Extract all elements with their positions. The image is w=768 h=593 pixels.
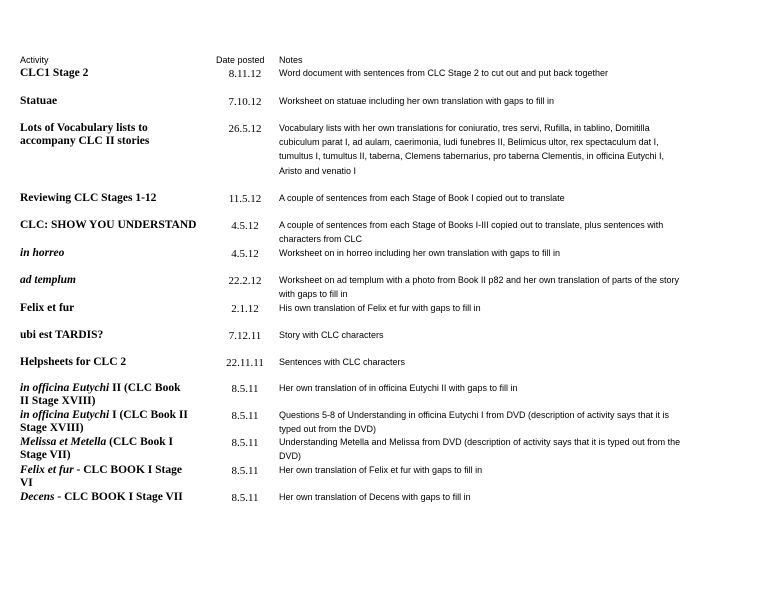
date-posted-cell: 4.5.12 (231, 248, 259, 260)
activity-cell (20, 95, 216, 108)
notes-line: characters from CLC (279, 234, 363, 245)
activity-cell (20, 464, 216, 491)
activity-line: Melissa et Metella (CLC Book I (20, 436, 174, 448)
notes-line: Understanding Metella and Melissa from DVD (description of activity says that it is typed out from the (279, 437, 681, 447)
activity-line: Felix et fur (20, 302, 75, 314)
activity-cell (20, 67, 216, 80)
activity-line: Stage VII) (20, 449, 71, 462)
notes-line: Questions 5-8 of Understanding in officina Eutychi I from DVD (description of activity says that it is (279, 410, 670, 420)
notes-line: Aristo and venatio I (279, 165, 357, 176)
activity-line: in officina Eutychi I (CLC Book II (20, 409, 188, 421)
activity-line: Stage XVIII) (20, 422, 84, 435)
activity-cell (20, 247, 216, 260)
notes-cell (279, 191, 749, 205)
activity-cell (20, 302, 216, 315)
activity-cell (20, 329, 216, 342)
notes-line: Worksheet on ad templum with a photo from Book II p82 and her own translation of parts of the story (279, 275, 680, 285)
notes-cell (279, 301, 749, 315)
notes-line: A couple of sentences from each Stage of Book I copied out to translate (279, 193, 565, 203)
date-posted-cell: 4.5.12 (231, 220, 259, 232)
notes-cell (279, 121, 749, 178)
date-posted-cell: 8.5.11 (231, 465, 259, 477)
notes-line: Her own translation of Decens with gaps to fill in (279, 492, 471, 502)
activity-cell (20, 436, 216, 463)
activity-cell (20, 491, 216, 504)
notes-line: with gaps to fill in (279, 289, 348, 300)
notes-line: Word document with sentences from CLC Stage 2 to cut out and put back together (279, 68, 609, 78)
date-posted-cell: 8.11.12 (228, 68, 262, 80)
date-posted-cell: 22.2.12 (228, 275, 262, 287)
date-posted-cell: 7.10.12 (228, 96, 262, 108)
date-posted-cell: 26.5.12 (228, 123, 262, 135)
activity-line: II Stage XVIII) (20, 395, 96, 408)
activity-line: in officina Eutychi II (CLC Book (20, 382, 181, 394)
activity-line: Statuae (20, 95, 58, 107)
notes-line: DVD) (279, 451, 301, 462)
notes-line: Worksheet on in horreo including her own translation with gaps to fill in (279, 248, 560, 258)
activity-line: Decens - CLC BOOK I Stage VII (20, 491, 183, 503)
activity-line: ad templum (20, 274, 76, 286)
activity-line: ubi est TARDIS? (20, 329, 104, 341)
notes-line: His own translation of Felix et fur with gaps to fill in (279, 303, 481, 313)
activity-cell (20, 122, 216, 149)
date-posted-cell: 2.1.12 (231, 303, 259, 315)
notes-line: A couple of sentences from each Stage of Books I-III copied out to translate, plus sentences with (279, 220, 664, 230)
notes-line: Her own translation of in officina Eutychi II with gaps to fill in (279, 383, 518, 393)
notes-line: tumultus I, tumultus II, taberna, Clemens tabernarius, pro taberna Clementis, in officina Eutychi I, (279, 151, 665, 162)
activity-line: Lots of Vocabulary lists to (20, 122, 148, 134)
notes-cell (279, 381, 749, 395)
notes-line: Her own translation of Felix et fur with gaps to fill in (279, 465, 483, 475)
notes-cell (279, 355, 749, 369)
activity-line: accompany CLC II stories (20, 135, 150, 148)
notes-cell (279, 246, 749, 260)
date-posted-cell: 11.5.12 (228, 193, 262, 205)
activity-cell (20, 356, 216, 369)
notes-cell (279, 273, 749, 301)
date-posted-cell: 8.5.11 (231, 492, 259, 504)
notes-cell (279, 463, 749, 477)
date-posted-cell: 22.11.11 (226, 357, 264, 369)
date-posted-cell: 8.5.11 (231, 437, 259, 449)
header-notes: Notes (279, 55, 303, 65)
notes-line: Story with CLC characters (279, 330, 384, 340)
date-posted-cell: 8.5.11 (231, 410, 259, 422)
activity-line: Reviewing CLC Stages 1-12 (20, 192, 157, 204)
activity-cell (20, 382, 216, 409)
activity-cell (20, 192, 216, 205)
header-activity: Activity (20, 55, 49, 65)
activity-line: Helpsheets for CLC 2 (20, 356, 127, 368)
date-posted-cell: 8.5.11 (231, 383, 259, 395)
notes-cell (279, 435, 749, 463)
notes-cell (279, 490, 749, 504)
notes-line: cubiculum parat I, ad aulam, caerimonia, ludi funebres II, Belimicus ultor, rex spectaculum dat I, (279, 137, 659, 148)
activity-line: Felix et fur - CLC BOOK I Stage (20, 464, 182, 476)
notes-cell (279, 408, 749, 436)
activity-line: CLC: SHOW YOU UNDERSTAND (20, 219, 197, 231)
activity-cell (20, 409, 216, 436)
notes-line: typed out from the DVD) (279, 424, 377, 435)
notes-line: Sentences with CLC characters (279, 357, 406, 367)
notes-cell (279, 218, 749, 246)
notes-cell (279, 66, 749, 80)
date-posted-cell: 7.12.11 (228, 330, 262, 342)
activity-cell (20, 274, 216, 287)
notes-cell (279, 328, 749, 342)
notes-line: Vocabulary lists with her own translations for coniuratio, tres servi, Rufilla, in tablino, Domitilla (279, 123, 650, 133)
notes-line: Worksheet on statuae including her own translation with gaps to fill in (279, 96, 554, 106)
activity-line: VI (20, 477, 33, 490)
notes-cell (279, 94, 749, 108)
header-date-posted: Date posted (216, 55, 265, 65)
activity-line: CLC1 Stage 2 (20, 67, 89, 79)
activity-line: in horreo (20, 247, 65, 259)
activity-cell (20, 219, 216, 232)
